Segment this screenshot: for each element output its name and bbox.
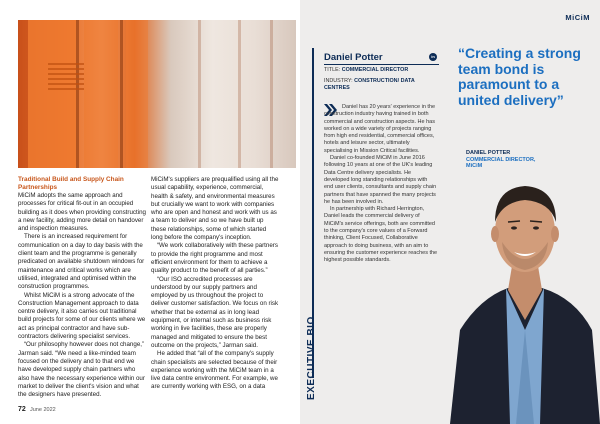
right-page: [300, 0, 600, 424]
brand-logo: MiCiM: [565, 13, 590, 22]
name-rule: [324, 64, 439, 65]
page-number: 72: [18, 406, 26, 413]
section-label: EXECUTIVE BIO: [306, 316, 317, 400]
title-value: COMMERCIAL DIRECTOR: [341, 67, 409, 73]
paragraph: There is an increased requirement for communication on a day to day basis with the client team and the programme is generally predicated on available shutdown windows for maintenance and critical works which are utilised, integrated and optimised within the construction programmes.: [18, 233, 145, 291]
bio-paragraph: Daniel co-founded MiCiM in June 2016 following 10 years at one of the UK's leading Data Centre delivery specialists. He developed long standing relationships with end user clients, consultants and supply chain partners that have spanned the many projects he has been involved in.: [324, 155, 437, 205]
paragraph: MiCiM's suppliers are prequalified using all the usual capability, experience, commercial, health & safety, and environmental measures but crucially we want to work with companies who are open and honest and work with us as a team to deliver and so we have built up these relationships, some of which started long before the company's inception.: [151, 176, 279, 242]
bio-paragraph: In partnership with Richard Herrington, Daniel leads the commercial delivery of MiCiM's service offerings, both are committed to the company's core values of a Forward thinking, Client Focused, Collaborative approach to doing business, with an aim to ensuring the customer experience reaches the highest possible standards.: [324, 206, 438, 264]
bio-title: [324, 67, 408, 74]
bio-name: Daniel Potter: [324, 52, 383, 63]
paragraph: “Our philosophy however does not change,” Jarman said. “We need a like-minded team focused on the delivery and to that end we have developed supply chain partners who also have the necessary experience within our market to deliver the client's vision and what the designers have presented.: [18, 341, 145, 399]
title-label: TITLE:: [324, 67, 341, 73]
quote-role: COMMERCIAL DIRECTOR,: [466, 156, 536, 163]
paragraph: He added that “all of the company's supply chain specialists are selected because of their experience working with the MiCiM team in a live data centre environment. For example, we are currently working with ESG, on a data: [151, 350, 278, 391]
quote-company: MiCiM: [466, 163, 483, 169]
portrait-photo: [450, 170, 600, 424]
issue-date: June 2022: [30, 407, 56, 413]
section-heading: Traditional Build and Supply Chain Partnerships: [18, 176, 124, 191]
bio-text: [324, 104, 438, 265]
paragraph: “Our ISO accredited processes are understood by our supply partners and employed by us throughout the project to deliver customer satisfaction. We focus on risk whether that be external as in long lead equipment, or internal such as business risk working in live facilities, these are properly managed and mitigated to ensure the best outcome on the projects,” Jarman said.: [151, 275, 279, 349]
bio-paragraph: Daniel has 20 years' experience in the construction industry having trained in both commercial and construction aspects. He has worked on a wide variety of projects ranging from high end residential, commercial offices, hotels and leisure sector, ultimately specialising in Mission Critical facilities.: [324, 104, 436, 154]
quote-attribution: [466, 150, 535, 170]
bio-industry: [324, 78, 424, 92]
linkedin-icon[interactable]: in: [429, 53, 437, 61]
industry-value: CONSTRUCTION/ DATA CENTRES: [324, 78, 415, 91]
paragraph: Whilst MiCiM is a strong advocate of the Construction Management approach to data centre delivery, it also carries out traditional build projects for some of our clients where we act as principal contractor and have sub-contractors delivering specialist services.: [18, 291, 146, 341]
article-column-1: [18, 176, 146, 399]
quote-name: DANIEL POTTER: [466, 150, 511, 156]
paragraph: MiCiM adopts the same approach and processes for critical fit-out in an occupied building as it does when providing constructing a new facility, adding more detail on handover and inspection measures.: [18, 192, 146, 233]
paragraph: “We work collaboratively with these partners to provide the right programme and most efficient environment for them to achieve a quality product to the benefit of all parties.”: [151, 242, 278, 275]
pull-quote: “Creating a strong team bond is paramount to a united delivery”: [458, 45, 581, 108]
industry-label: INDUSTRY:: [324, 78, 353, 84]
office-photo: [18, 20, 296, 168]
article-column-2: [151, 176, 279, 392]
